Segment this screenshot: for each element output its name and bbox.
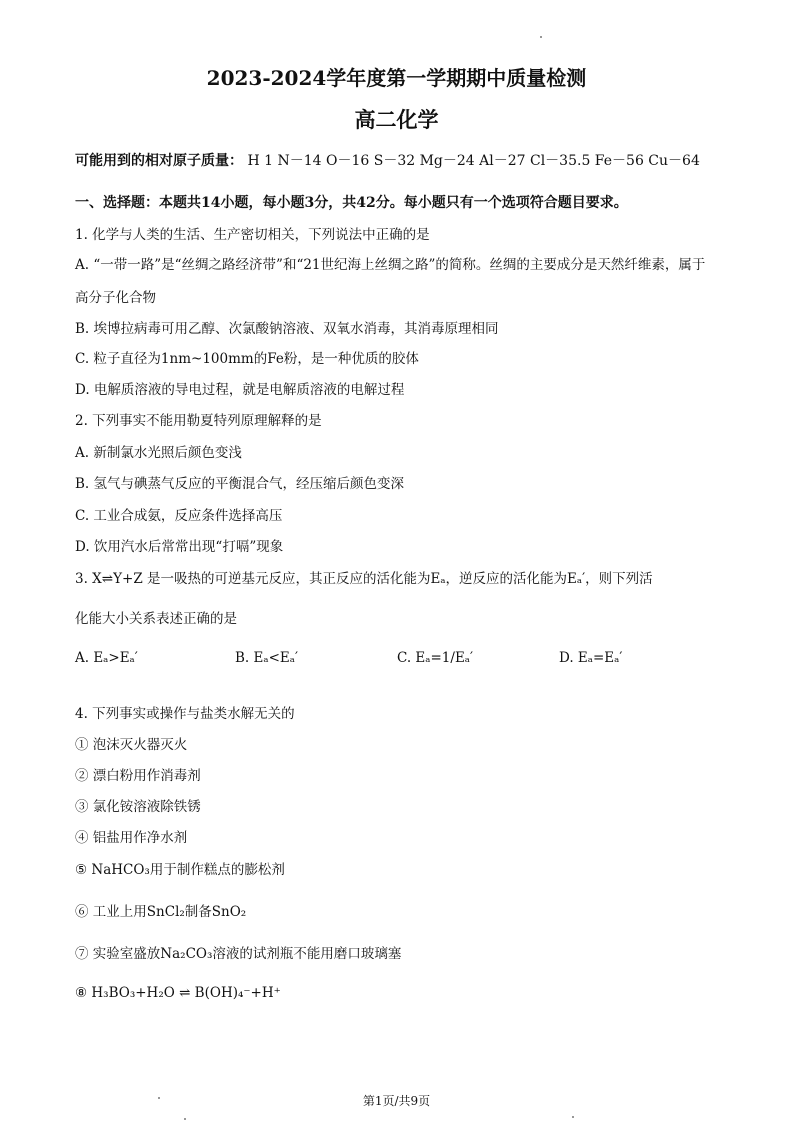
question-2-option-c: C. 工业合成氨，反应条件选择高压 (75, 508, 283, 524)
question-4-item-4: ④ 铝盐用作净水剂 (75, 830, 188, 846)
question-2-stem: 2. 下列事实不能用勒夏特列原理解释的是 (75, 413, 322, 429)
question-1-option-a-cont: 高分子化合物 (75, 290, 156, 306)
atomic-mass-values: H 1 N－14 O－16 S－32 Mg－24 Al－27 Cl－35.5 Fe－56 Cu－64 (247, 153, 700, 169)
section-heading: 一、选择题：本题共14小题，每小题3分，共42分。每小题只有一个选项符合题目要求。 (75, 195, 628, 211)
exam-title: 2023-2024学年度第一学期期中质量检测 (206, 66, 587, 90)
question-4-stem: 4. 下列事实或操作与盐类水解无关的 (75, 706, 295, 722)
question-4-item-7: ⑦ 实验室盛放Na₂CO₃溶液的试剂瓶不能用磨口玻璃塞 (75, 946, 402, 962)
question-1-stem: 1. 化学与人类的生活、生产密切相关，下列说法中正确的是 (75, 227, 430, 243)
question-2-option-a: A. 新制氯水光照后颜色变浅 (75, 445, 242, 461)
question-3-option-d: D. Eₐ=Eₐ′ (559, 650, 623, 666)
atomic-mass-label: 可能用到的相对原子质量： (75, 153, 243, 169)
question-1-option-d: D. 电解质溶液的导电过程，就是电解质溶液的电解过程 (75, 382, 405, 398)
question-2-option-d: D. 饮用汽水后常常出现“打嗝”现象 (75, 539, 284, 555)
question-4-item-1: ① 泡沫灭火器灭火 (75, 737, 188, 753)
question-4-item-3: ③ 氯化铵溶液除铁锈 (75, 799, 201, 815)
question-4-item-5: ⑤ NaHCO₃用于制作糕点的膨松剂 (75, 862, 285, 878)
question-1-option-b: B. 埃博拉病毒可用乙醇、次氯酸钠溶液、双氧水消毒，其消毒原理相同 (75, 321, 499, 337)
question-4-item-6: ⑥ 工业上用SnCl₂制备SnO₂ (75, 904, 247, 920)
scan-dot (572, 1116, 574, 1118)
scan-dot (540, 36, 542, 38)
question-4-item-2: ② 漂白粉用作消毒剂 (75, 768, 201, 784)
page-footer: 第1页/共9页 (362, 1094, 431, 1108)
question-3-option-b: B. Eₐ<Eₐ′ (235, 650, 299, 666)
question-1-option-c: C. 粒子直径为1nm~100mm的Fe粉，是一种优质的胶体 (75, 351, 419, 367)
question-2-option-b: B. 氢气与碘蒸气反应的平衡混合气，经压缩后颜色变深 (75, 476, 405, 492)
question-4-item-8: ⑧ H₃BO₃+H₂O ⇌ B(OH)₄⁻+H⁺ (75, 985, 281, 1001)
question-3-option-a: A. Eₐ>Eₐ′ (75, 650, 138, 666)
scan-dot (158, 1097, 160, 1099)
question-3-stem-cont: 化能大小关系表述正确的是 (75, 611, 237, 627)
question-3-stem: 3. X⇌Y+Z 是一吸热的可逆基元反应，其正反应的活化能为Eₐ，逆反应的活化能为Eₐ′，则下列活 (75, 571, 653, 587)
atomic-mass-line (75, 150, 700, 170)
exam-subject: 高二化学 (354, 107, 439, 132)
question-3-option-c: C. Eₐ=1/Eₐ′ (397, 650, 474, 666)
question-1-option-a: A. “一带一路”是“丝绸之路经济带”和“21世纪海上丝绸之路”的简称。丝绸的主要成分是天然纤维素，属于 (75, 257, 706, 273)
scan-dot (184, 1118, 186, 1120)
